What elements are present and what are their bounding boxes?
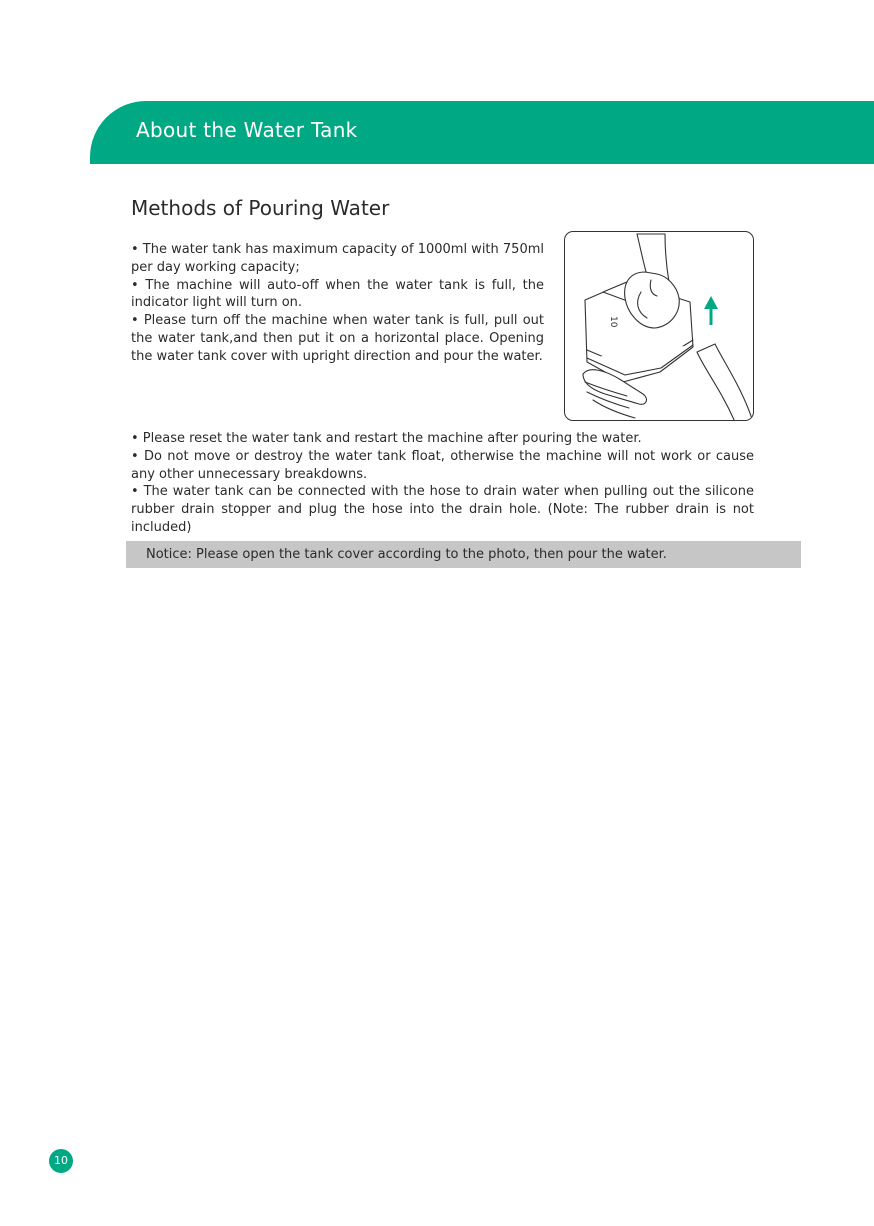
up-arrow-icon bbox=[704, 296, 718, 325]
bullet-drain-hose: • The water tank can be connected with the hose to drain water when pulling out the silicone rubber drain stopper and plug the hose into the drain hole. (Note: The rubber drain is not included) bbox=[131, 484, 754, 535]
section-header-title: About the Water Tank bbox=[136, 118, 358, 142]
bullet-auto-off: • The machine will auto-off when the water tank is full, the indicator light will turn on. bbox=[131, 277, 544, 311]
water-tank-illustration bbox=[564, 231, 754, 421]
bullet-float-warning: • Do not move or destroy the water tank float, otherwise the machine will not work or cause any other unnecessary breakdowns. bbox=[131, 448, 754, 482]
page-number-badge: 10 bbox=[49, 1149, 73, 1173]
bullet-capacity: • The water tank has maximum capacity of 1000ml with 750ml per day working capacity; bbox=[131, 242, 544, 275]
section-header-band bbox=[90, 101, 874, 164]
notice-bar: Notice: Please open the tank cover according to the photo, then pour the water. bbox=[126, 541, 801, 568]
intro-bullets bbox=[131, 241, 544, 366]
tank-marking: 10 bbox=[608, 316, 618, 328]
bullet-reset: • Please reset the water tank and restart the machine after pouring the water. bbox=[131, 431, 642, 446]
bullet-pour-steps: • Please turn off the machine when water tank is full, pull out the water tank,and then put it on a horizontal place. Opening the water tank cover with upright direction and pour the water. bbox=[131, 313, 544, 364]
section-heading: Methods of Pouring Water bbox=[131, 196, 390, 220]
body-bullets bbox=[131, 430, 754, 537]
